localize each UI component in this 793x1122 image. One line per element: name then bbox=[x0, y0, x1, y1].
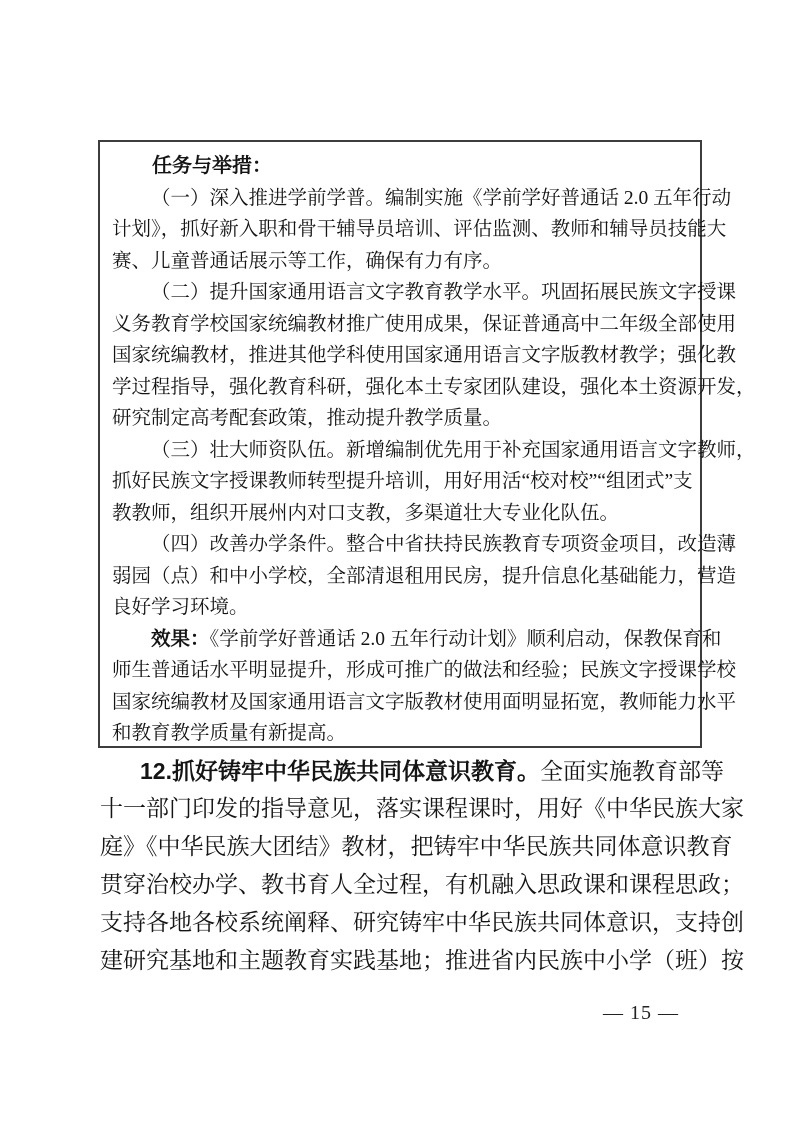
text-line: 12.抓好铸牢中华民族共同体意识教育。全面实施教育部等 bbox=[140, 758, 724, 784]
text-line: 十一部门印发的指导意见，落实课程课时，用好《中华民族大家 bbox=[100, 796, 744, 822]
text-line: 国家统编教材及国家通用语言文字版教材使用面明显拓宽，教师能力水平 bbox=[112, 691, 737, 713]
text-line: 和教育教学质量有新提高。 bbox=[112, 723, 347, 744]
bold-text: 效果： bbox=[151, 627, 210, 650]
text-line: （一）深入推进学前学普。编制实施《学前学好普通话 2.0 五年行动 bbox=[151, 187, 732, 209]
tasks-measures-box bbox=[98, 140, 756, 748]
box-heading: 任务与举措： bbox=[152, 155, 272, 177]
box-paragraph-effects bbox=[112, 624, 737, 750]
text-line: 建研究基地和主题教育实践基地；推进省内民族中小学（班）按 bbox=[100, 948, 744, 974]
text-line: （四）改善办学条件。整合中省扶持民族教育专项资金项目，改造薄 bbox=[151, 534, 737, 555]
text-line: 学过程指导，强化教育科研，强化本土专家团队建设，强化本土资源开发， bbox=[112, 376, 756, 398]
text-line: 义务教育学校国家统编教材推广使用成果，保证普通高中二年级全部使用 bbox=[112, 313, 737, 335]
text-line: （二）提升国家通用语言文字教育教学水平。巩固拓展民族文字授课 bbox=[151, 282, 737, 303]
box-paragraph-3 bbox=[112, 435, 756, 530]
box-paragraph-4 bbox=[112, 529, 737, 624]
text-line: 贯穿治校办学、教书育人全过程，有机融入思政课和课程思政； bbox=[100, 872, 744, 898]
text-line: 赛、儿童普通话展示等工作，确保有力有序。 bbox=[112, 250, 503, 272]
text-line: 弱园（点）和中小学校，全部清退租用民房，提升信息化基础能力，营造 bbox=[112, 565, 737, 587]
text-line: 良好学习环境。 bbox=[112, 597, 249, 618]
page-number: — 15 — bbox=[603, 1002, 679, 1024]
text-line: （三）壮大师资队伍。新增编制优先用于补充国家通用语言文字教师， bbox=[151, 439, 756, 461]
text-line: 支持各地各校系统阐释、研究铸牢中华民族共同体意识，支持创 bbox=[100, 910, 744, 936]
text-line: 计划》，抓好新入职和骨干辅导员培训、评估监测、教师和辅导员技能大 bbox=[112, 219, 727, 240]
bold-text: 12.抓好铸牢中华民族共同体意识教育。 bbox=[140, 758, 540, 784]
body-paragraph-12 bbox=[100, 752, 744, 981]
text-line: 抓好民族文字授课教师转型提升培训，用好用活“校对校”“组团式”支 bbox=[112, 471, 693, 492]
box-paragraph-2 bbox=[112, 277, 756, 435]
text-line: 国家统编教材，推进其他学科使用国家通用语言文字版教材教学；强化教 bbox=[112, 345, 737, 366]
text-line: 师生普通话水平明显提升，形成可推广的做法和经验；民族文字授课学校 bbox=[112, 660, 737, 681]
text-line: 效果：《学前学好普通话 2.0 五年行动计划》顺利启动，保教保育和 bbox=[151, 627, 722, 650]
text-line: 研究制定高考配套政策，推动提升教学质量。 bbox=[112, 408, 503, 429]
text-line: 庭》《中华民族大团结》教材，把铸牢中华民族共同体意识教育 bbox=[100, 834, 733, 860]
text-line: 教教师，组织开展州内对口支教，多渠道壮大专业化队伍。 bbox=[112, 502, 620, 524]
box-paragraph-1 bbox=[112, 183, 732, 278]
